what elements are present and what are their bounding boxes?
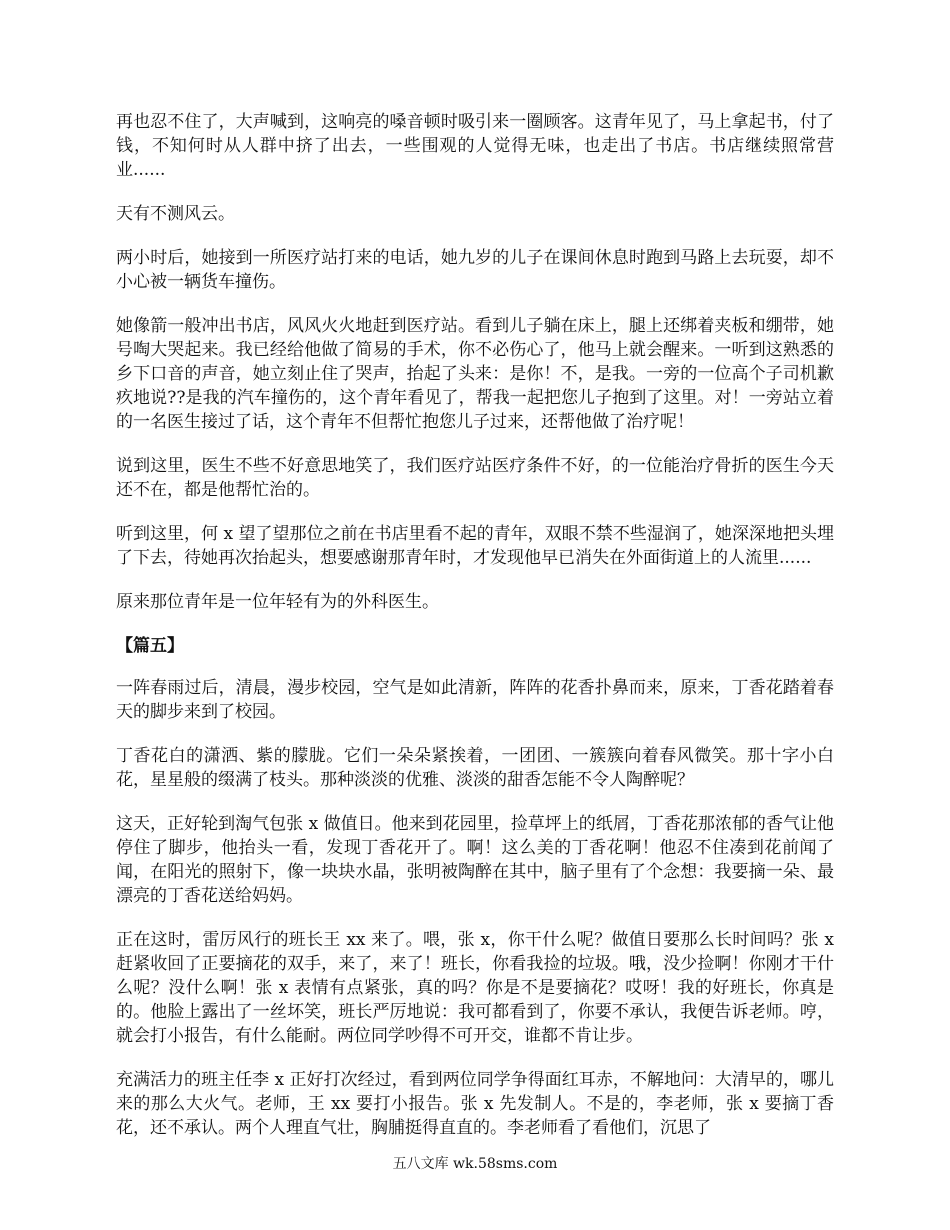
paragraph: 两小时后，她接到一所医疗站打来的电话，她九岁的儿子在课间休息时跑到马路上去玩耍，却不小心被一辆货车撞伤。: [116, 248, 834, 292]
paragraph: 再也忍不住了，大声喊到，这响亮的嗓音顿时吸引来一圈顾客。这青年见了，马上拿起书，付了钱，不知何时从人群中挤了出去，一些围观的人觉得无味，也走出了书店。书店继续照常营业......: [116, 112, 834, 180]
page-footer: 五八文库 wk.58sms.com: [392, 1156, 558, 1172]
paragraph: 一阵春雨过后，清晨，漫步校园，空气是如此清新，阵阵的花香扑鼻而来，原来，丁香花踏着春天的脚步来到了校园。: [116, 678, 834, 722]
paragraph: 她像箭一般冲出书店，风风火火地赶到医疗站。看到儿子躺在床上，腿上还绑着夹板和绷带，她号啕大哭起来。我已经给他做了简易的手术，你不必伤心了，他马上就会醒来。一听到这熟悉的乡下口音的声音，她立刻止住了哭声，抬起了头来：是你！不，是我。一旁的一位高个子司机歉疚地说??是我的汽车撞伤的，这个青年看见了，帮我一起把您儿子抱到了这里。对！一旁站立着的一名医生接过了话，这个青年不但帮忙抱您儿子过来，还帮他做了治疗呢！: [116, 316, 834, 432]
paragraph: 正在这时，雷厉风行的班长王 xx 来了。喂，张 x，你干什么呢？做值日要那么长时间吗？张 x 赶紧收回了正要摘花的双手，来了，来了！班长，你看我捡的垃圾。哦，没少捡啊！你刚才干什么呢？没什么啊！张 x 表情有点紧张，真的吗？你是不是要摘花？哎呀！我的好班长，你真是的。他脸上露出了一丝坏笑，班长严厉地说：我可都看到了，你要不承认，我便告诉老师。哼，就会打小报告，有什么能耐。两位同学吵得不可开交，谁都不肯让步。: [116, 930, 834, 1046]
paragraph: 这天，正好轮到淘气包张 x 做值日。他来到花园里，捡草坪上的纸屑，丁香花那浓郁的香气让他停住了脚步，他抬头一看，发现丁香花开了。啊！这么美的丁香花啊！他忍不住凑到花前闻了闻，在阳光的照射下，像一块块水晶，张明被陶醉在其中，脑子里有了个念想：我要摘一朵、最漂亮的丁香花送给妈妈。: [116, 814, 834, 906]
document-body: [116, 110, 834, 1160]
section-heading: 【篇五】: [116, 636, 184, 656]
paragraph: 原来那位青年是一位年轻有为的外科医生。: [116, 592, 439, 612]
paragraph: 天有不测风云。: [116, 204, 235, 224]
paragraph: 丁香花白的潇洒、紫的朦胧。它们一朵朵紧挨着，一团团、一簇簇向着春风微笑。那十字小白花，星星般的缀满了枝头。那种淡淡的优雅、淡淡的甜香怎能不令人陶醉呢？: [116, 746, 834, 790]
paragraph: 说到这里，医生不些不好意思地笑了，我们医疗站医疗条件不好，的一位能治疗骨折的医生今天还不在，都是他帮忙治的。: [116, 456, 834, 500]
paragraph: 充满活力的班主任李 x 正好打次经过，看到两位同学争得面红耳赤，不解地问：大清早的，哪儿来的那么大火气。老师，王 xx 要打小报告。张 x 先发制人。不是的，李老师，张 x 要摘丁香花，还不承认。两个人理直气壮，胸脯挺得直直的。李老师看了看他们，沉思了: [116, 1070, 834, 1138]
paragraph: 听到这里，何 x 望了望那位之前在书店里看不起的青年，双眼不禁不些湿润了，她深深地把头埋了下去，待她再次抬起头，想要感谢那青年时，才发现他早已消失在外面街道上的人流里......: [116, 524, 834, 568]
